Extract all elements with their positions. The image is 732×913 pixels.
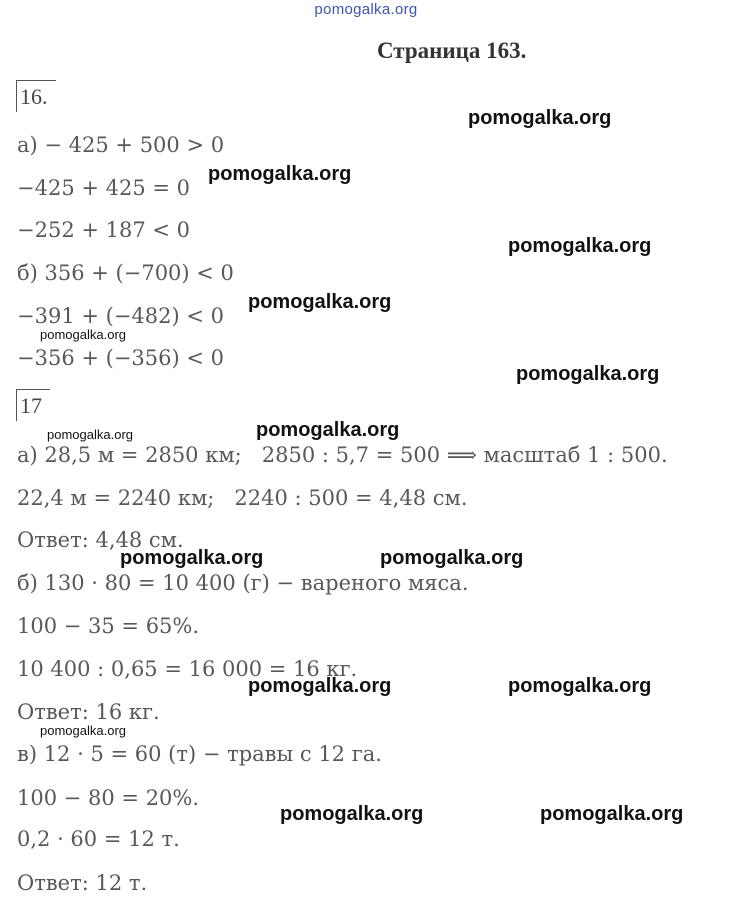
watermark-small: pomogalka.org [40, 723, 126, 738]
task-17-line-9: 100 − 80 = 20%. [17, 786, 200, 810]
top-watermark: pomogalka.org [314, 1, 418, 18]
task-17-line-1: а) 28,5 м = 2850 км; 2850 : 5,7 = 500 ⟹ масштаб 1 : 500. [17, 443, 668, 467]
watermark: pomogalka.org [508, 675, 652, 697]
task-17-line-8: в) 12 · 5 = 60 (т) − травы с 12 га. [17, 742, 382, 766]
task-16-line-5: −391 + (−482) < 0 [17, 304, 224, 328]
watermark: pomogalka.org [508, 235, 652, 257]
watermark: pomogalka.org [468, 107, 612, 129]
task-16-line-3: −252 + 187 < 0 [17, 218, 191, 242]
task-16-number: 16. [16, 80, 56, 112]
task-17-number: 17 [16, 389, 50, 421]
watermark: pomogalka.org [280, 803, 424, 825]
task-16-line-1: а) − 425 + 500 > 0 [17, 133, 225, 157]
task-17-line-3: Ответ: 4,48 см. [17, 528, 184, 552]
page-title: Страница 163. [377, 38, 527, 63]
task-16-line-2: −425 + 425 = 0 [17, 176, 191, 200]
task-17-line-11: Ответ: 12 т. [17, 871, 148, 895]
task-17-line-5: 100 − 35 = 65%. [17, 614, 200, 638]
task-16-line-6: −356 + (−356) < 0 [17, 346, 224, 370]
task-17-line-6: 10 400 : 0,65 = 16 000 = 16 кг. [17, 657, 358, 681]
watermark: pomogalka.org [380, 547, 524, 569]
task-17-line-2: 22,4 м = 2240 км; 2240 : 500 = 4,48 см. [17, 486, 468, 510]
task-17-line-10: 0,2 · 60 = 12 т. [17, 827, 180, 851]
watermark: pomogalka.org [256, 419, 400, 441]
task-17-line-4: б) 130 · 80 = 10 400 (г) − вареного мяса. [17, 571, 469, 595]
watermark: pomogalka.org [248, 291, 392, 313]
watermark: pomogalka.org [120, 547, 264, 569]
watermark: pomogalka.org [208, 163, 352, 185]
watermark-small: pomogalka.org [40, 327, 126, 342]
watermark: pomogalka.org [516, 363, 660, 385]
watermark: pomogalka.org [540, 803, 684, 825]
watermark: pomogalka.org [248, 675, 392, 697]
task-17-line-7: Ответ: 16 кг. [17, 700, 160, 724]
task-16-line-4: б) 356 + (−700) < 0 [17, 261, 234, 285]
watermark-small: pomogalka.org [47, 427, 133, 442]
